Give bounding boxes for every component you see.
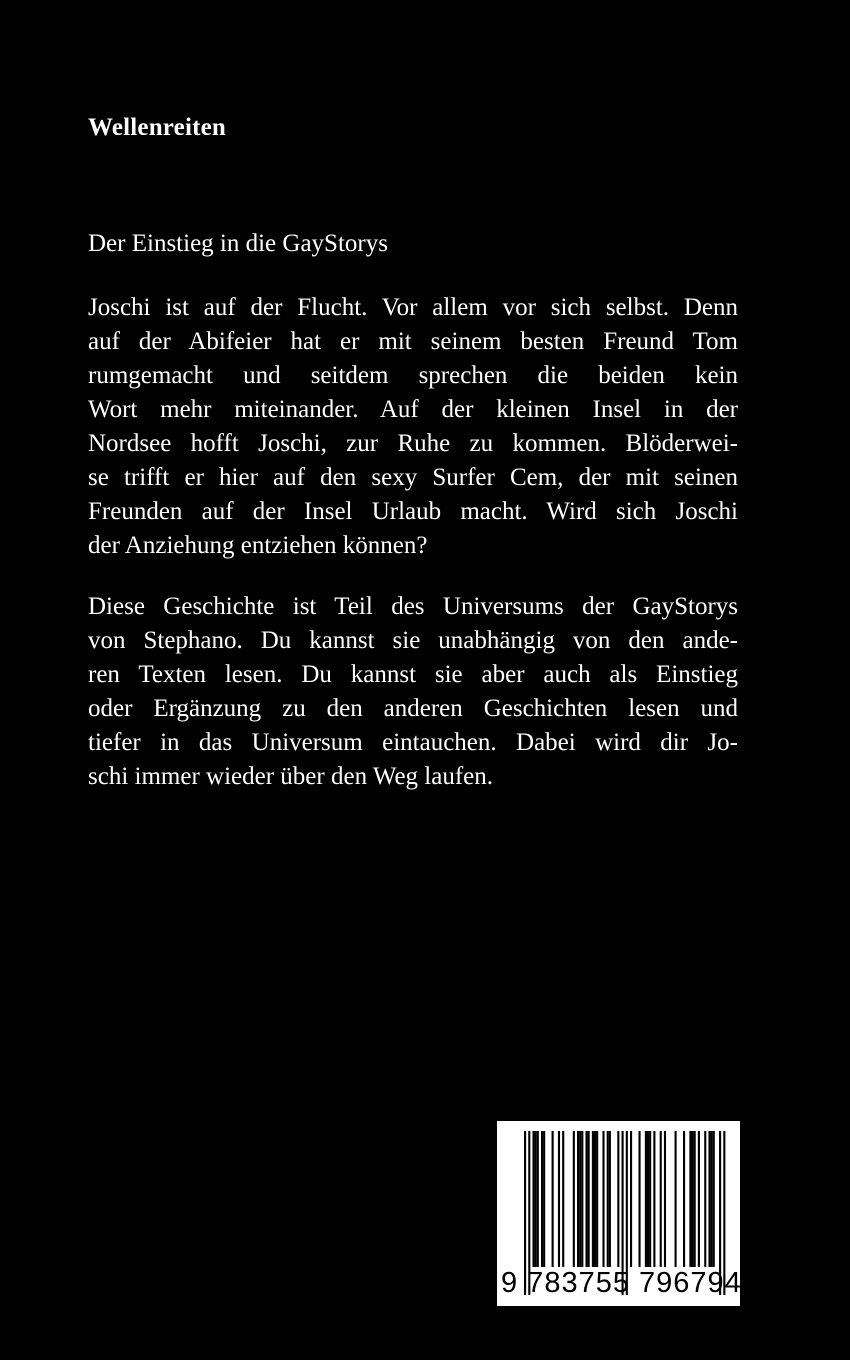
- barcode-bar: [698, 1131, 700, 1267]
- barcode-bar: [602, 1131, 604, 1267]
- barcode-bar: [579, 1131, 581, 1267]
- text-line: Freunden auf der Insel Urlaub macht. Wird sich Joschi: [88, 498, 738, 525]
- text-line: Wort mehr miteinander. Auf der kleinen Insel in der: [88, 396, 738, 423]
- barcode-bar: [594, 1131, 596, 1267]
- barcode-bar: [691, 1131, 693, 1267]
- text-line: Nordsee hofft Joschi, zur Ruhe zu kommen. Blöderwei-: [88, 430, 738, 457]
- barcode-bar: [675, 1131, 677, 1267]
- barcode-bar: [552, 1131, 554, 1267]
- barcode-bar: [689, 1131, 691, 1267]
- isbn-number: 9 783755 796794: [501, 1267, 742, 1299]
- barcode-bar: [537, 1131, 539, 1267]
- barcode-bar: [704, 1131, 706, 1267]
- barcode-bar: [653, 1131, 655, 1267]
- barcode-bar: [638, 1131, 640, 1267]
- text-line: der Anziehung entziehen können?: [88, 532, 428, 559]
- barcode-bar: [711, 1131, 713, 1267]
- barcode-bar: [683, 1131, 685, 1267]
- barcode-bar: [645, 1131, 647, 1267]
- barcode-bar: [532, 1131, 534, 1267]
- barcode-bar: [581, 1131, 583, 1267]
- barcode-bar: [649, 1131, 651, 1267]
- barcode-bar: [535, 1131, 537, 1267]
- book-title: Wellenreiten: [88, 114, 227, 141]
- barcode-bar: [607, 1131, 609, 1267]
- isbn-barcode: [497, 1121, 740, 1306]
- barcode-bar: [585, 1131, 587, 1267]
- text-line: oder Ergänzung zu den anderen Geschichten lesen und: [88, 695, 738, 722]
- text-line: schi immer wieder über den Weg laufen.: [88, 763, 494, 790]
- text-line: ren Texten lesen. Du kannst sie aber auch als Einstieg: [88, 661, 738, 688]
- barcode-bar: [562, 1131, 564, 1267]
- barcode-bar: [660, 1131, 662, 1267]
- barcode-bar: [630, 1131, 632, 1267]
- barcode-bar: [647, 1131, 649, 1267]
- text-line: Diese Geschichte ist Teil des Universums der GayStorys: [88, 593, 738, 620]
- barcode-bar: [588, 1131, 590, 1267]
- blurb-paragraph-2: [88, 590, 738, 794]
- barcode-bar: [617, 1131, 619, 1267]
- barcode-bar: [664, 1131, 666, 1267]
- book-subtitle: Der Einstieg in die GayStorys: [88, 230, 388, 257]
- text-line: rumgemacht und seitdem sprechen die beiden kein: [88, 362, 738, 389]
- barcode-bar: [694, 1131, 696, 1267]
- barcode-bar: [713, 1131, 715, 1267]
- text-line: von Stephano. Du kannst sie unabhängig von den ande-: [88, 627, 738, 654]
- blurb-paragraph-1: [88, 291, 738, 563]
- barcode-bar: [573, 1131, 575, 1267]
- text-line: se trifft er hier auf den sexy Surfer Cem, der mit seinen: [88, 464, 738, 491]
- barcode-bar: [609, 1131, 611, 1267]
- text-line: auf der Abifeier hat er mit seinem besten Freund Tom: [88, 328, 738, 355]
- barcode-bar: [592, 1131, 594, 1267]
- barcode-bar: [558, 1131, 560, 1267]
- text-line: Joschi ist auf der Flucht. Vor allem vor sich selbst. Denn: [88, 294, 738, 321]
- text-line: tiefer in das Universum eintauchen. Dabei wird dir Jo-: [88, 729, 738, 756]
- barcode-bar: [596, 1131, 598, 1267]
- barcode-bar: [541, 1131, 543, 1267]
- barcode-bar: [577, 1131, 579, 1267]
- barcode-bar: [708, 1131, 710, 1267]
- barcode-bar: [543, 1131, 545, 1267]
